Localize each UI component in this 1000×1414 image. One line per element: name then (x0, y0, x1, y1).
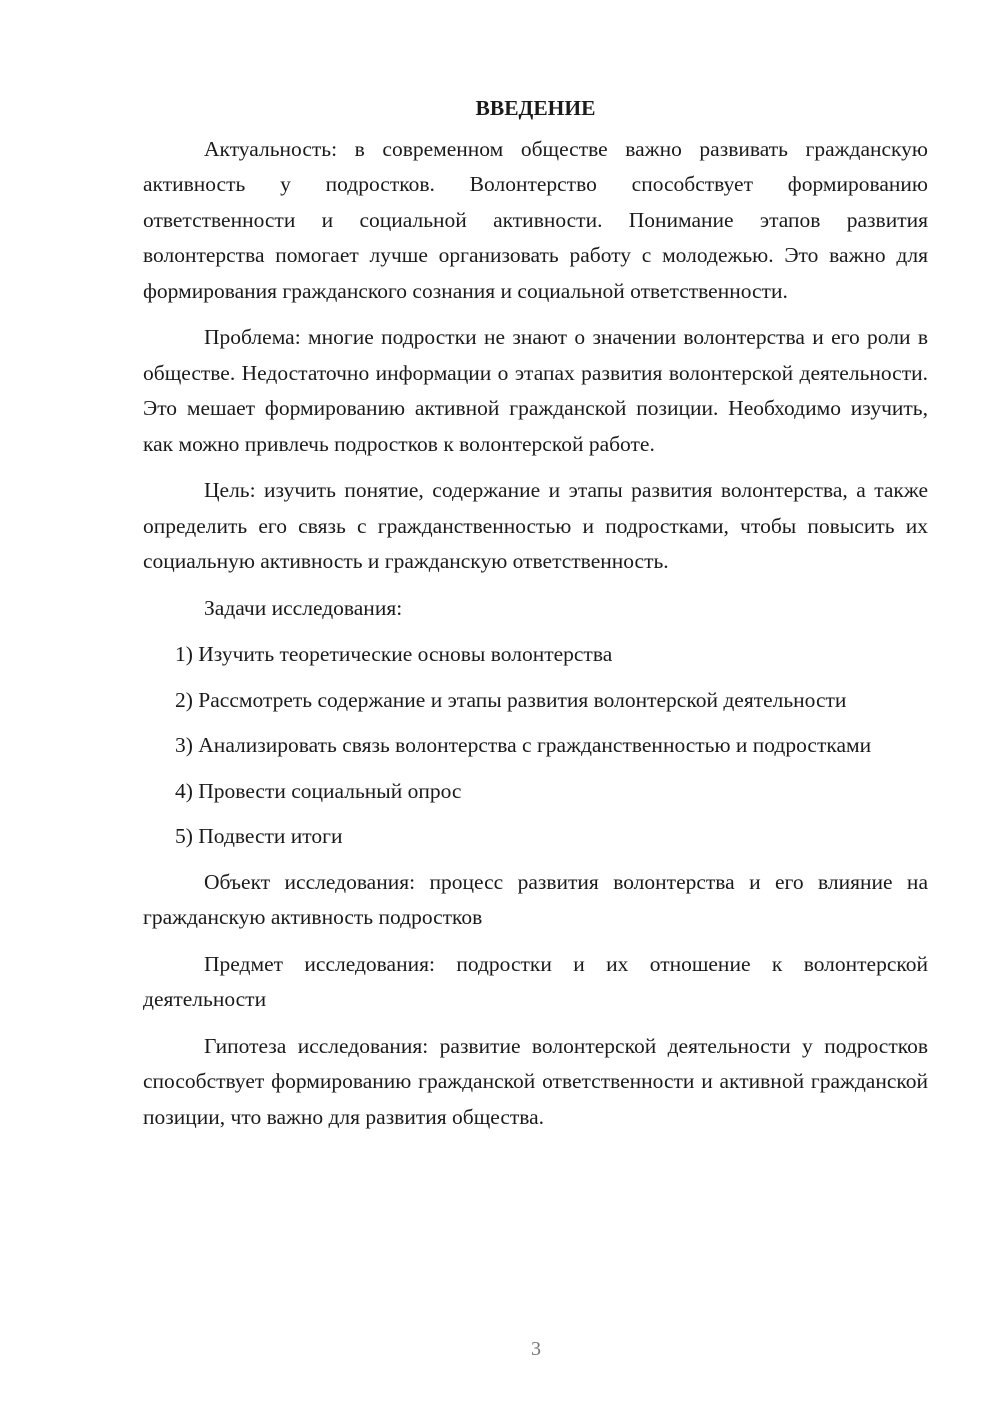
hypothesis-paragraph: Гипотеза исследования: развитие волонтерской деятельности у подростков способствует формированию гражданской ответственности и активной гражданской позиции, что важно для развития общества. (143, 1033, 928, 1129)
task-item: 5) Подвести итоги (175, 824, 343, 848)
object-paragraph: Объект исследования: процесс развития волонтерства и его влияние на гражданскую активность подростков (143, 869, 928, 929)
tasks-heading: Задачи исследования: (204, 595, 403, 620)
page-content (143, 91, 928, 1146)
goal-paragraph: Цель: изучить понятие, содержание и этапы развития волонтерства, а также определить его связь с гражданственностью и подростками, чтобы повысить их социальную активность и гражданскую ответственность. (143, 478, 928, 573)
subject-paragraph: Предмет исследования: подростки и их отношение к волонтерской деятельности (143, 951, 928, 1011)
task-item: 2) Рассмотреть содержание и этапы развития волонтерской деятельности (175, 687, 847, 712)
relevance-paragraph: Актуальность: в современном обществе важно развивать гражданскую активность у подростков. Волонтерство способствует формированию ответственности и социальной активности. Понимание этапов развития волонтерства помогает лучше организовать работу с молодежью. Это важно для формирования гражданского сознания и социальной ответственности. (143, 136, 928, 303)
page-number: 3 (531, 1338, 541, 1360)
task-item: 3) Анализировать связь волонтерства с гражданственностью и подростками (175, 733, 872, 757)
tasks-list (143, 637, 928, 855)
task-item: 4) Провести социальный опрос (175, 778, 462, 803)
task-item: 1) Изучить теоретические основы волонтерства (175, 642, 613, 666)
problem-paragraph: Проблема: многие подростки не знают о значении волонтерства и его роли в обществе. Недостаточно информации о этапах развития волонтерской деятельности. Это мешает формированию активной гражданской позиции. Необходимо изучить, как можно привлечь подростков к волонтерской работе. (143, 325, 928, 456)
page-title: ВВЕДЕНИЕ (475, 96, 596, 120)
